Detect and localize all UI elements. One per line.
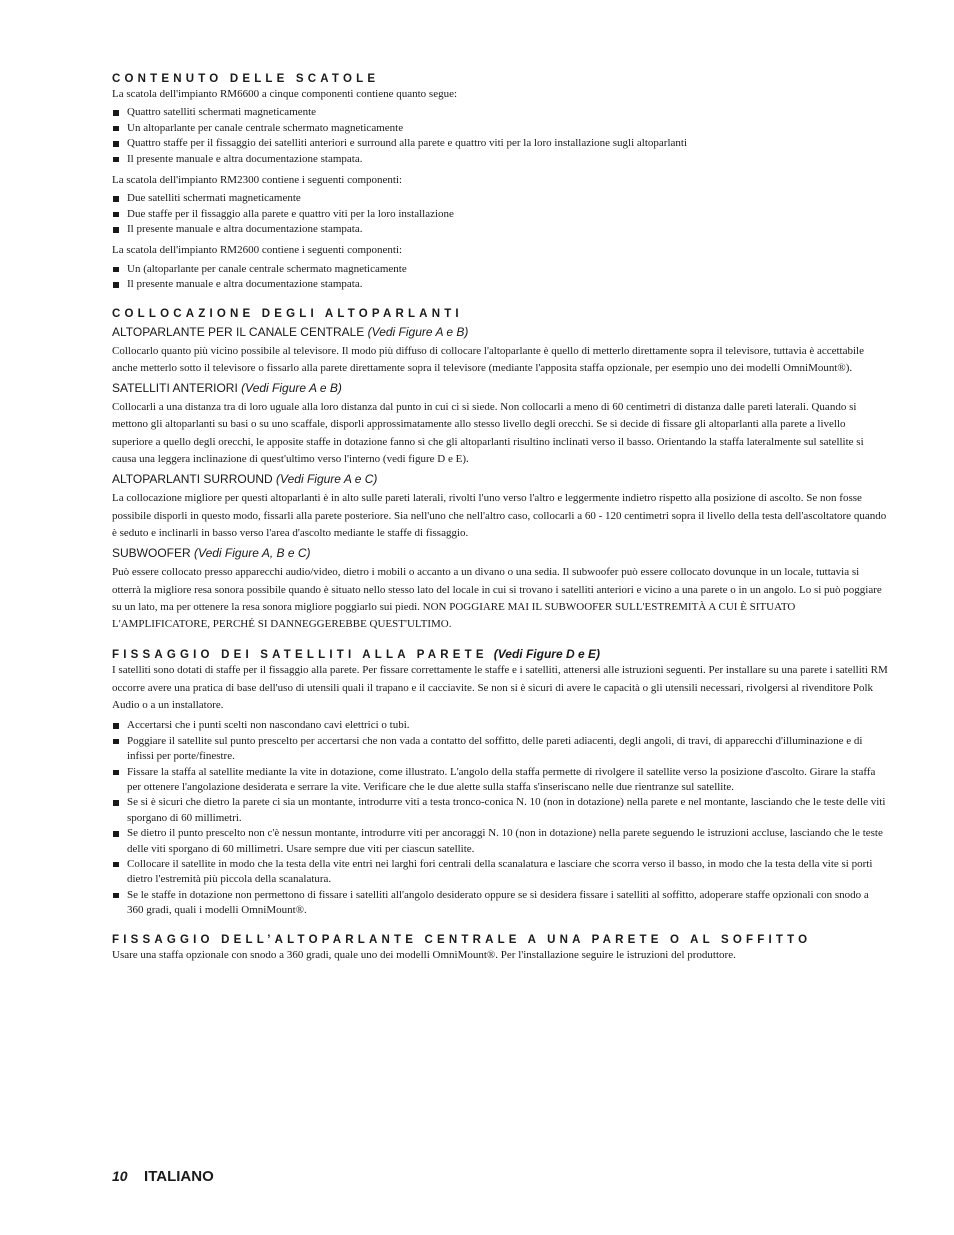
square-bullet-icon xyxy=(113,157,119,163)
section-heading-contents: CONTENUTO DELLE SCATOLE xyxy=(112,73,380,85)
list-item: Poggiare il satellite sul punto prescelto per accertarsi che non vada a contatto del soffitto, delle pareti adiacenti, degli angoli, di travi, di apparecchi d'illuminazione e di infissi per porte/finestre. xyxy=(112,734,888,765)
square-bullet-icon xyxy=(113,196,119,202)
page-footer xyxy=(112,1168,214,1186)
square-bullet-icon xyxy=(113,141,119,147)
square-bullet-icon xyxy=(113,227,119,233)
square-bullet-icon xyxy=(113,862,119,868)
list-item: Un altoparlante per canale centrale schermato magneticamente xyxy=(112,121,888,136)
square-bullet-icon xyxy=(113,282,119,288)
bullet-list xyxy=(112,718,888,918)
square-bullet-icon xyxy=(113,770,119,776)
bullet-list xyxy=(112,191,888,237)
square-bullet-icon xyxy=(113,893,119,899)
list-item: Il presente manuale e altra documentazione stampata. xyxy=(112,152,888,167)
square-bullet-icon xyxy=(113,267,119,273)
list-item: Fissare la staffa al satellite mediante la vite in dotazione, come illustrato. L'angolo della staffa permette di rivolgere il satellite verso la posizione d'ascolto. Girare la staffa per ottenere l'angolazione desiderata e serrare la vite. Verificare che le due alette sulla staffa s'inseriscano nelle due rientranze sul satellite. xyxy=(112,765,888,796)
list-item: Quattro staffe per il fissaggio dei satelliti anteriori e surround alla parete e quattro viti per la loro installazione sugli altoparlanti xyxy=(112,136,888,151)
paragraph: La collocazione migliore per questi altoparlanti è in alto sulle pareti laterali, rivolti l'uno verso l'altro e leggermente indietro rispetto alla posizione di ascolto. Se non fosse possibile disporli in questo modo, fissarli alla parete posteriore. Sia nell'uno che nell'altro caso, collocarli a 60 - 120 centimetri sopra il livello della testa dell'ascoltatore quando è seduto e inclinarli in basso verso l'area d'ascolto mediante le staffe di fissaggio. xyxy=(112,492,887,539)
list-item: Se dietro il punto prescelto non c'è nessun montante, introdurre viti per ancoraggi N. 10 (non in dotazione) nella parete seguendo le istruzioni accluse, lasciando che le teste delle viti sporgano di 60 millimetri. Usare sempre due viti per ciascun satellite. xyxy=(112,826,888,857)
list-item: Un (altoparlante per canale centrale schermato magneticamente xyxy=(112,262,888,277)
paragraph: La scatola dell'impianto RM2600 contiene i seguenti componenti: xyxy=(112,244,403,257)
subheading: ALTOPARLANTE PER IL CANALE CENTRALE (Vedi Figure A e B) xyxy=(112,324,469,339)
subheading: ALTOPARLANTI SURROUND (Vedi Figure A e C) xyxy=(112,472,378,487)
bullet-list xyxy=(112,262,888,293)
paragraph: Collocarlo quanto più vicino possibile al televisore. Il modo più diffuso di collocare l'altoparlante è quello di metterlo direttamente sopra il televisore, tuttavia è accettabile anche metterlo sotto il televisore o fissarlo alla parete direttamente sopra il televisore (mediante l'apposita staffa opzionale, per esempio uno dei modelli OmniMount®). xyxy=(112,344,864,374)
language-label: ITALIANO xyxy=(144,1168,214,1185)
list-item: Collocare il satellite in modo che la testa della vite entri nei larghi fori centrali della scanalatura e lasciare che scorra verso il basso, in modo che la testa della vite si porti dietro l'estremità più piccola della scanalatura. xyxy=(112,857,888,888)
square-bullet-icon xyxy=(113,739,119,745)
list-item: Il presente manuale e altra documentazione stampata. xyxy=(112,222,888,237)
list-item: Accertarsi che i punti scelti non nascondano cavi elettrici o tubi. xyxy=(112,718,888,733)
square-bullet-icon xyxy=(113,800,119,806)
paragraph: La scatola dell'impianto RM2300 contiene i seguenti componenti: xyxy=(112,173,403,186)
paragraph: Può essere collocato presso apparecchi audio/video, dietro i mobili o accanto a un divano o una sedia. Il subwoofer può essere collocato dovunque in un locale, tuttavia si otterrà la migliore resa sonora possibile quando è situato nello stesso lato del locale in cui si trovano i satelliti anteriori e vicino a una parete o in un angolo. Lo si può poggiare su un lato, ma per ottenere la resa sonora migliore poggiarlo sui piedi. NON POGGIARE MAI IL SUBWOOFER SULL'ESTREMITÀ A CUI È SITUATO L'AMPLIFICATORE, PERCHÉ SI DANNEGGEREBBE QUEST'ULTIMO. xyxy=(112,566,882,631)
square-bullet-icon xyxy=(113,831,119,837)
list-item: Il presente manuale e altra documentazione stampata. xyxy=(112,277,888,292)
page-content xyxy=(112,72,888,964)
square-bullet-icon xyxy=(113,126,119,132)
page-number: 10 xyxy=(112,1168,128,1184)
bullet-list xyxy=(112,105,888,167)
square-bullet-icon xyxy=(113,212,119,218)
square-bullet-icon xyxy=(113,723,119,729)
paragraph: Usare una staffa opzionale con snodo a 360 gradi, quale uno dei modelli OmniMount®. Per l'installazione seguire le istruzioni del produttore. xyxy=(112,948,736,961)
paragraph: La scatola dell'impianto RM6600 a cinque componenti contiene quanto segue: xyxy=(112,88,458,100)
subheading: SUBWOOFER (Vedi Figure A, B e C) xyxy=(112,546,311,561)
section-heading-placement: COLLOCAZIONE DEGLI ALTOPARLANTI xyxy=(112,307,463,320)
section-heading-center-mount: FISSAGGIO DELL’ALTOPARLANTE CENTRALE A UNA PARETE O AL SOFFITTO xyxy=(112,933,812,946)
list-item: Due staffe per il fissaggio alla parete e quattro viti per la loro installazione xyxy=(112,207,888,222)
list-item: Se si è sicuri che dietro la parete ci sia un montante, introdurre viti a testa tronco-conica N. 10 (non in dotazione) nella parete e nel montante, lasciando che le teste delle viti sporgano di 60 millimetri. xyxy=(112,795,888,826)
section-heading-wall-mount-satellites: FISSAGGIO DEI SATELLITI ALLA PARETE (Vedi Figure D e E) xyxy=(112,647,600,662)
list-item: Due satelliti schermati magneticamente xyxy=(112,191,888,206)
paragraph: I satelliti sono dotati di staffe per il fissaggio alla parete. Per fissare correttamente le staffe e i satelliti, attenersi alle istruzioni seguenti. Per installare su una parete i satelliti RM occorre avere una pratica di base dell'uso di utensili quali il trapano e il cacciavite. Se non si è sicuri di avere le capacità o gli utensili necessari, rivolgersi al rivenditore Polk Audio o a un installatore. xyxy=(112,664,888,711)
list-item: Quattro satelliti schermati magneticamente xyxy=(112,105,888,120)
paragraph: Collocarli a una distanza tra di loro uguale alla loro distanza dal punto in cui ci si siede. Non collocarli a meno di 60 centimetri di distanza dalle pareti laterali. Quando si mettono gli altoparlanti su basi o su uno scaffale, disporli approssimatamente allo stesso livello degli orecchi. Se si decide di fissare gli altoparlanti alla parete a livello superiore a quello degli orecchi, le apposite staffe in dotazione fanno sì che gli altoparlanti risultino inclinati verso il basso. Orientando la staffa lateralmente sul satellite si causa una leggera inclinazione di quest'ultimo verso l'interno (vedi figure D e E). xyxy=(112,401,864,466)
subheading: SATELLITI ANTERIORI (Vedi Figure A e B) xyxy=(112,381,342,396)
square-bullet-icon xyxy=(113,110,119,116)
list-item: Se le staffe in dotazione non permettono di fissare i satelliti all'angolo desiderato oppure se si desidera fissare i satelliti al soffitto, adoperare staffe opzionali con snodo a 360 gradi, quali i modelli OmniMount®. xyxy=(112,888,888,919)
